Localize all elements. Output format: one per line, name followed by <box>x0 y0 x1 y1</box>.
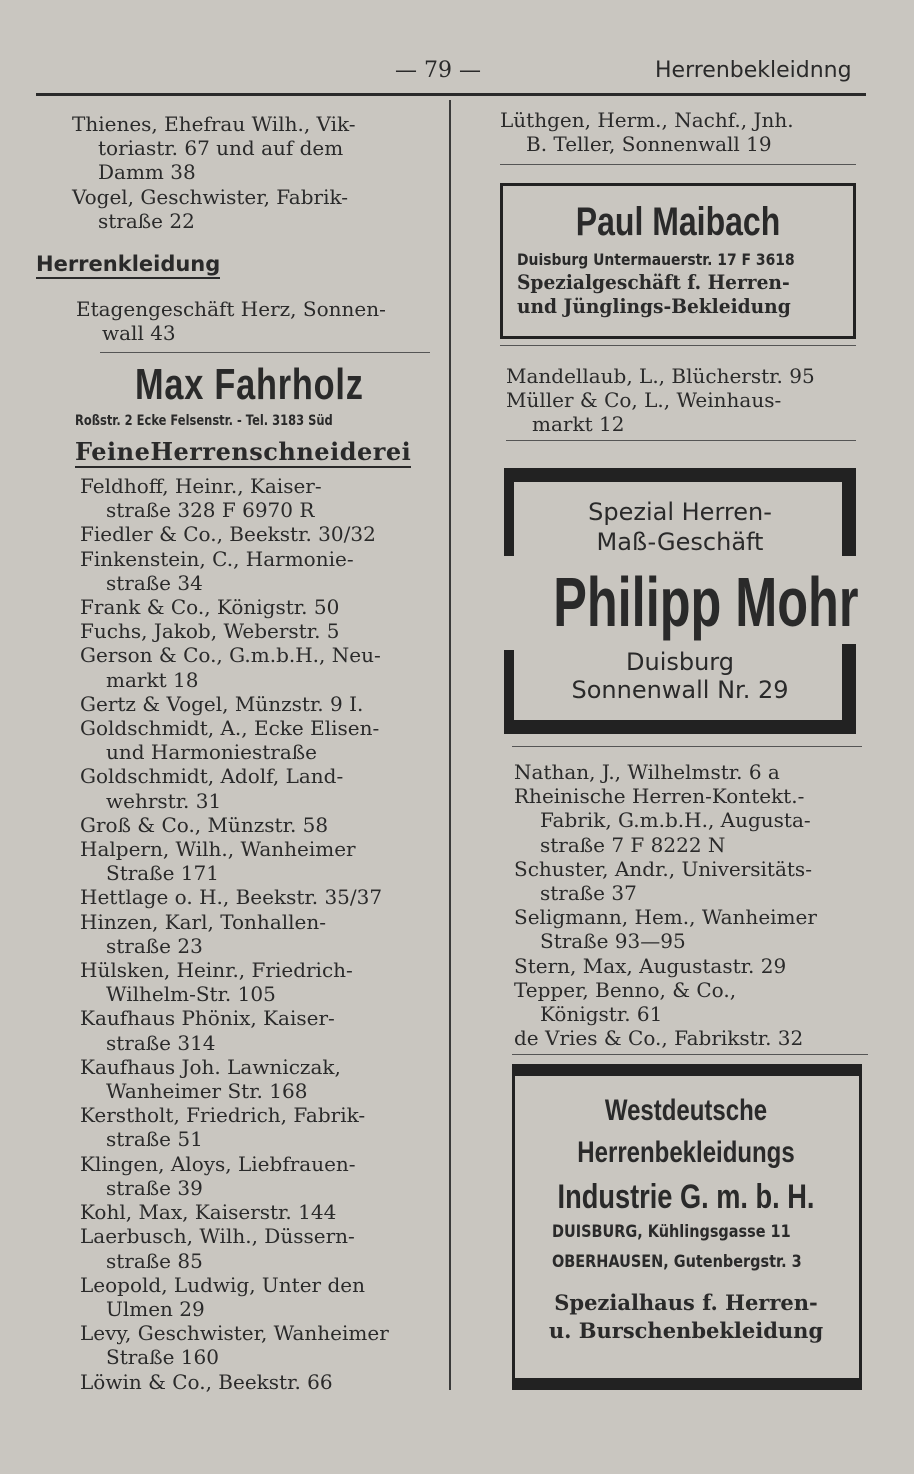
ad-west-line3: Industrie G. m. b. H. <box>557 1178 815 1216</box>
entry-line: Laerbusch, Wilh., Düssern- <box>80 1224 355 1249</box>
directory-entry <box>514 784 874 857</box>
directory-entry <box>80 1200 446 1224</box>
directory-entry <box>80 716 446 764</box>
left-entries <box>80 474 446 1394</box>
entry-line: Löwin & Co., Beekstr. 66 <box>80 1369 333 1394</box>
ad-mohr-line2: Maß-Geschäft <box>596 528 764 556</box>
right-mid-entries <box>506 364 870 437</box>
directory-entry <box>72 185 442 233</box>
directory-entry <box>80 474 446 522</box>
entry-line: Levy, Geschwister, Wanheimer <box>80 1321 389 1346</box>
ad-mohr-street: Sonnenwall Nr. 29 <box>571 676 789 704</box>
entry-line: Fiedler & Co., Beekstr. 30/32 <box>80 522 376 547</box>
divider <box>500 164 856 165</box>
directory-entry <box>80 1055 446 1103</box>
directory-entry <box>514 954 874 978</box>
directory-entry <box>80 764 446 812</box>
directory-entry <box>514 760 874 784</box>
entry-line: Halpern, Wilh., Wanheimer <box>80 837 356 862</box>
directory-entry <box>80 692 446 716</box>
entry-continuation: Damm 38 <box>98 160 196 185</box>
ad-mohr-bottom-bar <box>504 720 856 734</box>
left-top-entries <box>72 112 442 233</box>
divider <box>500 345 856 346</box>
directory-entry <box>506 364 870 388</box>
entry-line: Thienes, Ehefrau Wilh., Vik- <box>72 112 356 136</box>
ad-mohr-line1: Spezial Herren- <box>588 498 772 526</box>
ad-maibach <box>500 183 856 339</box>
entry-continuation: Ulmen 29 <box>106 1296 205 1321</box>
directory-entry <box>514 978 874 1026</box>
directory-entry <box>80 885 446 909</box>
entry-continuation: Wilhelm-Str. 105 <box>106 982 276 1007</box>
ad-mohr-city: Duisburg <box>626 648 734 676</box>
ad-west-line2: Herrenbekleidungs <box>577 1136 795 1169</box>
section-heading: Herrenkleidung <box>36 252 220 279</box>
entry-line: Groß & Co., Münzstr. 58 <box>80 812 329 837</box>
entry-line: Schuster, Andr., Universitäts- <box>514 856 812 881</box>
directory-entry <box>80 1224 446 1272</box>
directory-entry <box>80 522 446 546</box>
directory-entry <box>80 1273 446 1321</box>
directory-entry <box>80 910 446 958</box>
directory-entry <box>80 837 446 885</box>
directory-entry <box>80 595 446 619</box>
entry-line: Müller & Co, L., Weinhaus- <box>506 388 782 413</box>
entry-continuation: wall 43 <box>102 321 176 346</box>
directory-entry <box>80 1321 446 1369</box>
entry-continuation: toriastr. 67 und auf dem <box>98 136 344 161</box>
ad-mohr-top-bar <box>504 468 856 482</box>
ad-west-address2: OBERHAUSEN, Gutenbergstr. 3 <box>552 1252 802 1272</box>
entry-line: Kaufhaus Phönix, Kaiser- <box>80 1006 335 1031</box>
ad-west-bottom-bar <box>512 1378 862 1390</box>
entry-continuation: straße 314 <box>106 1030 216 1055</box>
entry-line: de Vries & Co., Fabrikstr. 32 <box>514 1026 804 1051</box>
entry-line: Goldschmidt, Adolf, Land- <box>80 764 344 789</box>
entry-line: Stern, Max, Augustastr. 29 <box>514 953 787 978</box>
entry-line: Gertz & Vogel, Münzstr. 9 I. <box>80 691 364 716</box>
entry-line: Rheinische Herren-Kontekt.- <box>514 784 805 809</box>
entry-line: Finkenstein, C., Harmonie- <box>80 546 354 571</box>
running-head: Herrenbekleidnng <box>655 58 852 83</box>
entry-continuation: Königstr. 61 <box>540 1002 663 1027</box>
directory-entry <box>514 1026 874 1050</box>
directory-entry <box>80 643 446 691</box>
entry-continuation: straße 22 <box>98 208 195 233</box>
right-top-entries <box>500 108 870 156</box>
entry-continuation: Wanheimer Str. 168 <box>106 1079 308 1104</box>
directory-entry <box>80 1103 446 1151</box>
entry-continuation: straße 328 F 6970 R <box>106 498 315 523</box>
ad-maibach-line2: und Jünglings-Bekleidung <box>517 294 791 318</box>
directory-entry <box>514 905 874 953</box>
ad-mohr-name: Philipp Mohr <box>553 563 859 641</box>
ad-fahrholz-address: Roßstr. 2 Ecke Felsenstr. - Tel. 3183 Süd <box>75 413 333 429</box>
directory-entry <box>80 1152 446 1200</box>
entry-line: Goldschmidt, A., Ecke Elisen- <box>80 716 380 741</box>
left-mid-entries <box>76 297 446 345</box>
ad-maibach-name: Paul Maibach <box>575 200 781 244</box>
entry-line: Seligmann, Hem., Wanheimer <box>514 905 817 930</box>
entry-line: Kohl, Max, Kaiserstr. 144 <box>80 1200 337 1225</box>
directory-entry <box>500 108 870 156</box>
entry-continuation: B. Teller, Sonnenwall 19 <box>526 132 772 157</box>
ad-west-slogan1: Spezialhaus f. Herren- <box>554 1290 818 1315</box>
entry-line: Gerson & Co., G.m.b.H., Neu- <box>80 643 381 668</box>
entry-continuation: straße 51 <box>106 1127 203 1152</box>
entry-line: Hinzen, Karl, Tonhallen- <box>80 909 327 934</box>
entry-continuation: straße 85 <box>106 1248 203 1273</box>
entry-continuation: straße 39 <box>106 1175 203 1200</box>
directory-entry <box>80 547 446 595</box>
header-rule <box>36 93 866 96</box>
entry-continuation: Fabrik, G.m.b.H., Augusta- <box>540 808 811 833</box>
entry-line: Lüthgen, Herm., Nachf., Jnh. <box>500 108 794 132</box>
ad-fahrholz-name: Max Fahrholz <box>135 360 364 409</box>
entry-line: Hülsken, Heinr., Friedrich- <box>80 958 353 983</box>
directory-entry <box>80 619 446 643</box>
entry-line: Etagengeschäft Herz, Sonnen- <box>76 297 386 321</box>
entry-continuation: Straße 171 <box>106 861 219 886</box>
page-number: — 79 — <box>395 58 481 83</box>
entry-line: Mandellaub, L., Blücherstr. 95 <box>506 364 815 388</box>
right-entries <box>514 760 874 1050</box>
ad-west-address1: DUISBURG, Kühlingsgasse 11 <box>552 1222 791 1242</box>
entry-continuation: und Harmoniestraße <box>106 740 317 765</box>
directory-entry <box>514 857 874 905</box>
ad-maibach-line1: Spezialgeschäft f. Herren- <box>517 270 790 294</box>
entry-line: Hettlage o. H., Beekstr. 35/37 <box>80 885 383 910</box>
divider <box>506 440 856 441</box>
ad-west-slogan2: u. Burschenbekleidung <box>548 1318 824 1343</box>
ad-fahrholz-tagline: FeineHerrenschneiderei <box>75 437 412 466</box>
ad-maibach-address: Duisburg Untermauerstr. 17 F 3618 <box>517 250 795 269</box>
entry-continuation: Straße 160 <box>106 1345 219 1370</box>
ad-westdeutsche <box>508 1064 864 1394</box>
directory-entry <box>76 297 446 345</box>
ad-mohr <box>504 468 859 736</box>
entry-line: Kaufhaus Joh. Lawniczak, <box>80 1054 341 1079</box>
directory-entry <box>72 112 442 185</box>
entry-line: Kerstholt, Friedrich, Fabrik- <box>80 1103 366 1128</box>
divider <box>512 746 862 747</box>
ad-west-line1: Westdeutsche <box>604 1094 768 1127</box>
entry-line: Vogel, Geschwister, Fabrik- <box>72 184 349 209</box>
directory-entry <box>80 1006 446 1054</box>
entry-line: Leopold, Ludwig, Unter den <box>80 1272 365 1297</box>
entry-line: Frank & Co., Königstr. 50 <box>80 595 340 620</box>
entry-continuation: markt 18 <box>106 667 199 692</box>
directory-entry <box>80 1370 446 1394</box>
entry-line: Nathan, J., Wilhelmstr. 6 a <box>514 760 780 784</box>
entry-continuation: wehrstr. 31 <box>106 788 222 813</box>
entry-continuation: straße 37 <box>540 881 637 906</box>
entry-continuation: straße 34 <box>106 570 203 595</box>
entry-continuation: straße 7 F 8222 N <box>540 832 726 857</box>
entry-continuation: straße 23 <box>106 933 203 958</box>
entry-line: Tepper, Benno, & Co., <box>514 977 737 1002</box>
entry-line: Fuchs, Jakob, Weberstr. 5 <box>80 619 340 644</box>
entry-line: Feldhoff, Heinr., Kaiser- <box>80 474 322 498</box>
entry-line: Klingen, Aloys, Liebfrauen- <box>80 1151 356 1176</box>
directory-entry <box>80 958 446 1006</box>
entry-continuation: Straße 93—95 <box>540 929 686 954</box>
directory-entry <box>80 813 446 837</box>
column-divider <box>449 100 451 1390</box>
divider <box>100 352 430 353</box>
directory-entry <box>506 388 870 436</box>
entry-continuation: markt 12 <box>532 412 625 437</box>
divider <box>512 1054 868 1055</box>
